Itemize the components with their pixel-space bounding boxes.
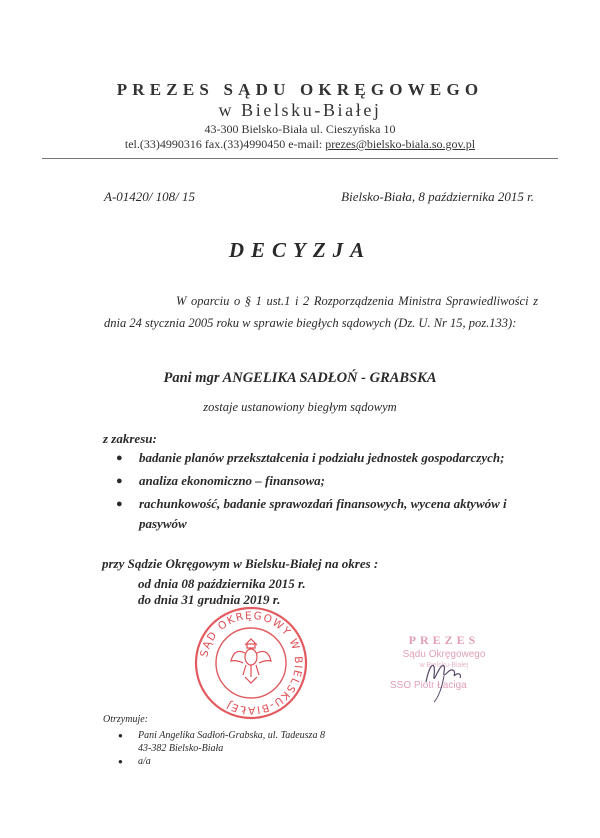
institution-contact bbox=[0, 137, 600, 152]
institution-city: w Bielsku-Białej bbox=[218, 100, 382, 120]
contact-phone-fax: tel.(33)4990316 fax.(33)4990450 e-mail: bbox=[124, 137, 326, 151]
legal-basis-text: W oparciu o § 1 ust.1 i 2 Rozporządzenia Ministra Sprawiedliwości z dnia 24 stycznia 2005 roku w sprawie biegłych sądowych (Dz. U. Nr 15, poz.133): bbox=[104, 294, 538, 330]
contact-email: prezes@bielsko-biala.so.gov.pl bbox=[325, 137, 476, 151]
person-name: Pani mgr ANGELIKA SADŁOŃ - GRABSKA bbox=[163, 370, 437, 386]
institution-address: 43-300 Bielsko-Biała ul. Cieszyńska 10 bbox=[204, 122, 396, 136]
recipient-item bbox=[118, 729, 325, 742]
appointment-text: zostaje ustanowiony biegłym sądowym bbox=[203, 400, 397, 414]
place-date: Bielsko-Biała, 8 października 2015 r. bbox=[341, 189, 534, 204]
eagle-emblem-icon bbox=[231, 639, 271, 683]
recipients-label: Otrzymuje: bbox=[103, 714, 148, 725]
period-text: przy Sądzie Okręgowym w Bielsku-Białej na okres : bbox=[102, 556, 379, 571]
recipients-list bbox=[118, 729, 325, 768]
president-stamp bbox=[378, 632, 510, 704]
recipient-line: a/a bbox=[138, 756, 151, 767]
period-from: od dnia 08 października 2015 r. bbox=[138, 576, 306, 591]
stamp-city: w Bielsku-Białej bbox=[419, 662, 469, 669]
scope-item bbox=[103, 448, 533, 468]
bullet-icon: ● bbox=[116, 452, 123, 464]
bullet-icon: ● bbox=[118, 731, 123, 740]
reference-number: A-01420/ 108/ 15 bbox=[104, 189, 195, 204]
court-seal bbox=[193, 605, 309, 721]
scope-list bbox=[103, 448, 533, 537]
legal-basis bbox=[104, 290, 538, 334]
scope-item-text: badanie planów przekształcenia i podziału jednostek gospodarczych; bbox=[139, 450, 505, 465]
scope-item-text: analiza ekonomiczno – finansowa; bbox=[139, 473, 326, 488]
stamp-judge: SSO Piotr Łaciga bbox=[390, 680, 467, 691]
scope-item bbox=[103, 471, 533, 491]
bullet-icon: ● bbox=[116, 498, 123, 510]
stamp-court: Sądu Okręgowego bbox=[402, 649, 486, 660]
recipient-line: Pani Angelika Sadłoń-Grabska, ul. Tadeusza 8 bbox=[138, 730, 325, 741]
svg-text:SĄD OKRĘGOWY W BIELSKU-BIAŁEJ bbox=[198, 610, 304, 716]
recipient-address: 43-382 Bielsko-Biała bbox=[138, 743, 224, 754]
institution-title: PREZES SĄDU OKRĘGOWEGO bbox=[116, 80, 484, 99]
bullet-icon: ● bbox=[118, 757, 123, 766]
document-title: DECYZJA bbox=[228, 238, 372, 262]
bullet-icon: ● bbox=[116, 475, 123, 487]
header-divider bbox=[42, 158, 558, 159]
scope-item bbox=[103, 494, 533, 534]
scope-label: z zakresu: bbox=[103, 431, 157, 446]
period-to: do dnia 31 grudnia 2019 r. bbox=[138, 592, 281, 607]
seal-text: SĄD OKRĘGOWY W BIELSKU-BIAŁEJ bbox=[198, 609, 305, 717]
recipient-item bbox=[118, 755, 325, 768]
scope-item-text: rachunkowość, badanie sprawozdań finansowych, wycena aktywów i pasywów bbox=[139, 496, 507, 531]
stamp-title: PREZES bbox=[408, 633, 480, 647]
